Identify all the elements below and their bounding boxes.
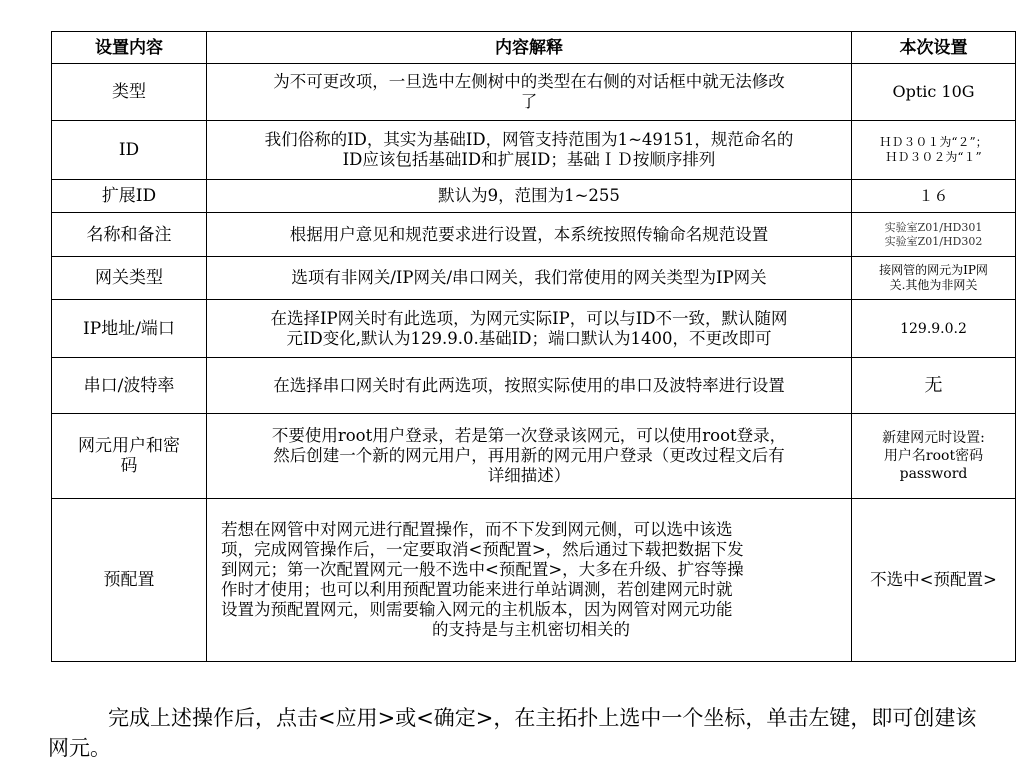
setting-item-cell [52, 121, 207, 180]
setting-item-cell [52, 499, 207, 662]
current-setting-value: 关.其他为非网关 [889, 278, 978, 292]
current-setting-cell [852, 358, 1016, 414]
explanation-line: 不要使用root用户登录，若是第一次登录该网元，可以使用root登录， [271, 426, 787, 445]
setting-item-label: 码 [120, 456, 138, 476]
current-setting-value: 新建网元时设置: [882, 430, 985, 446]
table-row [52, 414, 1016, 499]
setting-item-label: 网元用户和密 [78, 436, 180, 456]
explanation-line: 元ID变化,默认为129.9.0.基础ID；端口默认为1400，不更改即可 [286, 328, 772, 348]
header-current-setting: 本次设置 [852, 32, 1016, 64]
footer-paragraph: 完成上述操作后，点击<应用>或<确定>，在主拓扑上选中一个坐标，单击左键，即可创建该网元。 [48, 706, 977, 760]
current-setting-cell [852, 180, 1016, 213]
setting-item-label: 名称和备注 [86, 224, 172, 245]
setting-item-cell [52, 300, 207, 358]
table-row [52, 257, 1016, 300]
explanation-cell [207, 257, 852, 300]
setting-item-label: 扩展ID [101, 186, 157, 206]
explanation-cell [207, 499, 852, 662]
current-setting-value: 实验室Z01/HD302 [884, 234, 983, 248]
explanation-cell [207, 180, 852, 213]
explanation-line: 项，完成网管操作后，一定要取消<预配置>，然后通过下载把数据下发 [221, 540, 744, 559]
current-setting-value: 不选中<预配置> [870, 570, 997, 589]
explanation-line: 我们俗称的ID，其实为基础ID，网管支持范围为1~49151，规范命名的 [264, 130, 794, 149]
explanation-line: 设置为预配置网元，则需要输入网元的主机版本，因为网管对网元功能 [221, 600, 733, 619]
explanation-line: ID应该包括基础ID和扩展ID；基础ＩＤ按顺序排列 [342, 150, 716, 169]
current-setting-value: 实验室Z01/HD301 [884, 220, 983, 234]
setting-item-cell [52, 180, 207, 213]
explanation-line: 然后创建一个新的网元用户，再用新的网元用户登录（更改过程文后有 [273, 446, 785, 465]
current-setting-cell [852, 300, 1016, 358]
current-setting-value: password [899, 466, 968, 482]
table-header-row [52, 32, 1016, 64]
explanation-cell [207, 358, 852, 414]
table-row [52, 64, 1016, 121]
explanation-line: 选项有非网关/IP网关/串口网关，我们常使用的网关类型为IP网关 [291, 268, 767, 287]
table-row [52, 180, 1016, 213]
setting-item-cell [52, 358, 207, 414]
explanation-line: 详细描述） [487, 466, 571, 485]
setting-item-label: ID [118, 140, 140, 160]
current-setting-cell [852, 499, 1016, 662]
current-setting-value: 接网管的网元为IP网 [879, 263, 988, 277]
setting-item-cell [52, 257, 207, 300]
explanation-cell [207, 300, 852, 358]
explanation-line: 根据用户意见和规范要求进行设置，本系统按照传输命名规范设置 [289, 224, 769, 244]
setting-item-cell [52, 64, 207, 121]
explanation-line: 了 [520, 92, 538, 111]
current-setting-value: ＨＤ３０２为“１” [885, 150, 982, 164]
explanation-line: 若想在网管中对网元进行配置操作，而不下发到网元侧，可以选中该选 [221, 520, 733, 539]
current-setting-value: 无 [924, 374, 943, 396]
current-setting-cell [852, 414, 1016, 499]
explanation-line: 到网元；第一次配置网元一般不选中<预配置>，大多在升级、扩容等操 [221, 560, 744, 579]
header-explanation: 内容解释 [207, 32, 852, 64]
current-setting-cell [852, 64, 1016, 121]
current-setting-value: 用户名root密码 [883, 448, 984, 464]
table-row [52, 213, 1016, 257]
current-setting-cell [852, 257, 1016, 300]
setting-item-label: 预配置 [103, 570, 155, 590]
current-setting-value: １６ [918, 187, 949, 205]
table-row [52, 358, 1016, 414]
current-setting-value: ＨＤ３０１为“２”； [879, 135, 988, 149]
explanation-line: 在选择IP网关时有此选项，为网元实际IP，可以与ID不一致，默认随网 [270, 308, 788, 328]
explanation-line: 为不可更改项，一旦选中左侧树中的类型在右侧的对话框中就无法修改 [273, 72, 785, 91]
table-row [52, 300, 1016, 358]
explanation-cell [207, 121, 852, 180]
explanation-line: 默认为9，范围为1~255 [438, 186, 620, 205]
explanation-cell [207, 213, 852, 257]
explanation-line: 作时才使用；也可以利用预配置功能来进行单站调测，若创建网元时就 [221, 580, 733, 599]
explanation-cell [207, 414, 852, 499]
setting-item-label: 网关类型 [95, 268, 163, 288]
explanation-line: 在选择串口网关时有此两选项，按照实际使用的串口及波特率进行设置 [273, 375, 785, 395]
header-setting-item: 设置内容 [52, 32, 207, 64]
setting-item-cell [52, 414, 207, 499]
current-setting-cell [852, 121, 1016, 180]
explanation-line: 的支持是与主机密切相关的 [432, 620, 630, 639]
current-setting-value: Optic 10G [892, 82, 975, 101]
current-setting-cell [852, 213, 1016, 257]
settings-table [51, 31, 1016, 662]
explanation-cell [207, 64, 852, 121]
setting-item-label: 类型 [112, 82, 146, 102]
table-row [52, 121, 1016, 180]
table-row [52, 499, 1016, 662]
setting-item-label: IP地址/端口 [83, 318, 175, 339]
setting-item-label: 串口/波特率 [83, 375, 175, 396]
current-setting-value: 129.9.0.2 [900, 320, 967, 337]
setting-item-cell [52, 213, 207, 257]
